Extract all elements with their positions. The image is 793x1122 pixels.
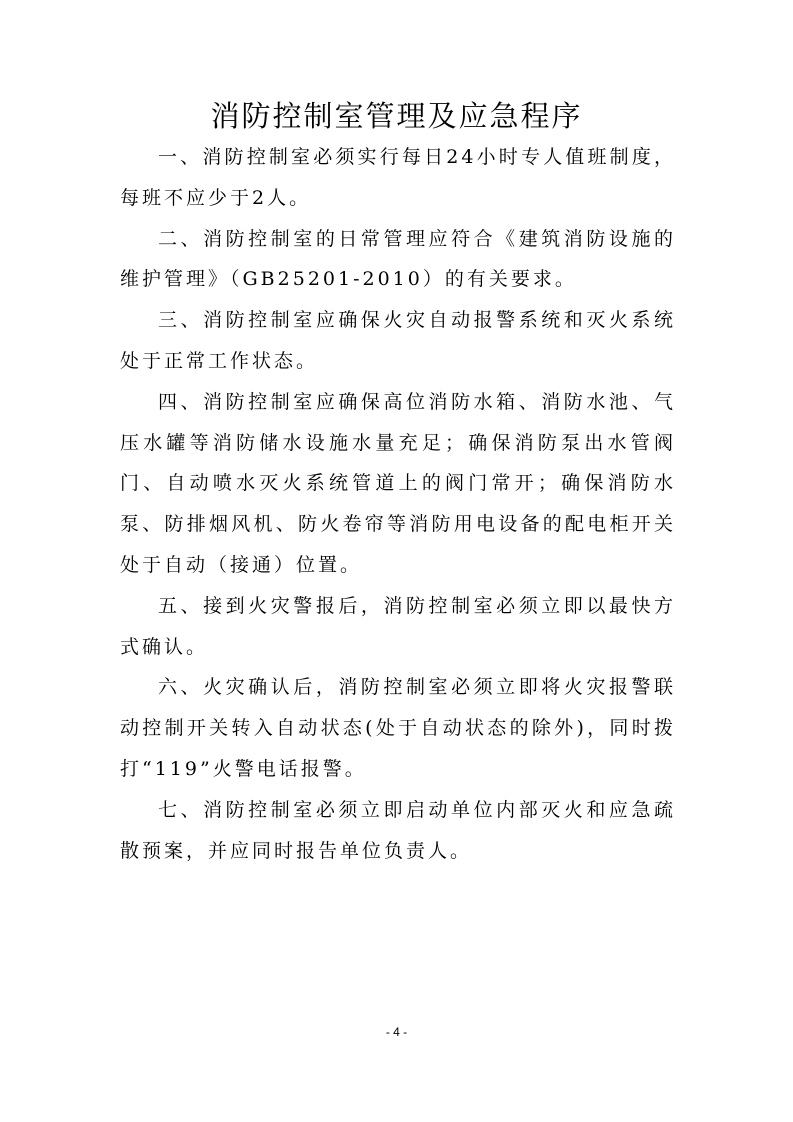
paragraph-6: 六、火灾确认后，消防控制室必须立即将火灾报警联动控制开关转入自动状态(处于自动状态的除外)，同时拨打“119”火警电话报警。 <box>120 676 676 780</box>
page-title: 消防控制室管理及应急程序 <box>210 99 583 133</box>
paragraph-3: 三、消防控制室应确保火灾自动报警系统和灭火系统处于正常工作状态。 <box>120 309 676 372</box>
paragraph-2: 二、消防控制室的日常管理应符合《建筑消防设施的维护管理》（GB25201-2010）的有关要求。 <box>120 227 676 291</box>
paragraph-1: 一、消防控制室必须实行每日24小时专人值班制度，每班不应少于2人。 <box>120 146 676 209</box>
paragraph-7: 七、消防控制室必须立即启动单位内部灭火和应急疏散预案，并应同时报告单位负责人。 <box>120 798 676 862</box>
document-body <box>120 137 676 871</box>
paragraph-5: 五、接到火灾警报后，消防控制室必须立即以最快方式确认。 <box>120 594 676 658</box>
page-number: - 4 - <box>385 1025 408 1039</box>
paragraph-4: 四、消防控制室应确保高位消防水箱、消防水池、气压水罐等消防储水设施水量充足；确保消防泵出水管阀门、自动喷水灭火系统管道上的阀门常开；确保消防水泵、防排烟风机、防火卷帘等消防用电设备的配电柜开关处于自动（接通）位置。 <box>120 390 676 576</box>
